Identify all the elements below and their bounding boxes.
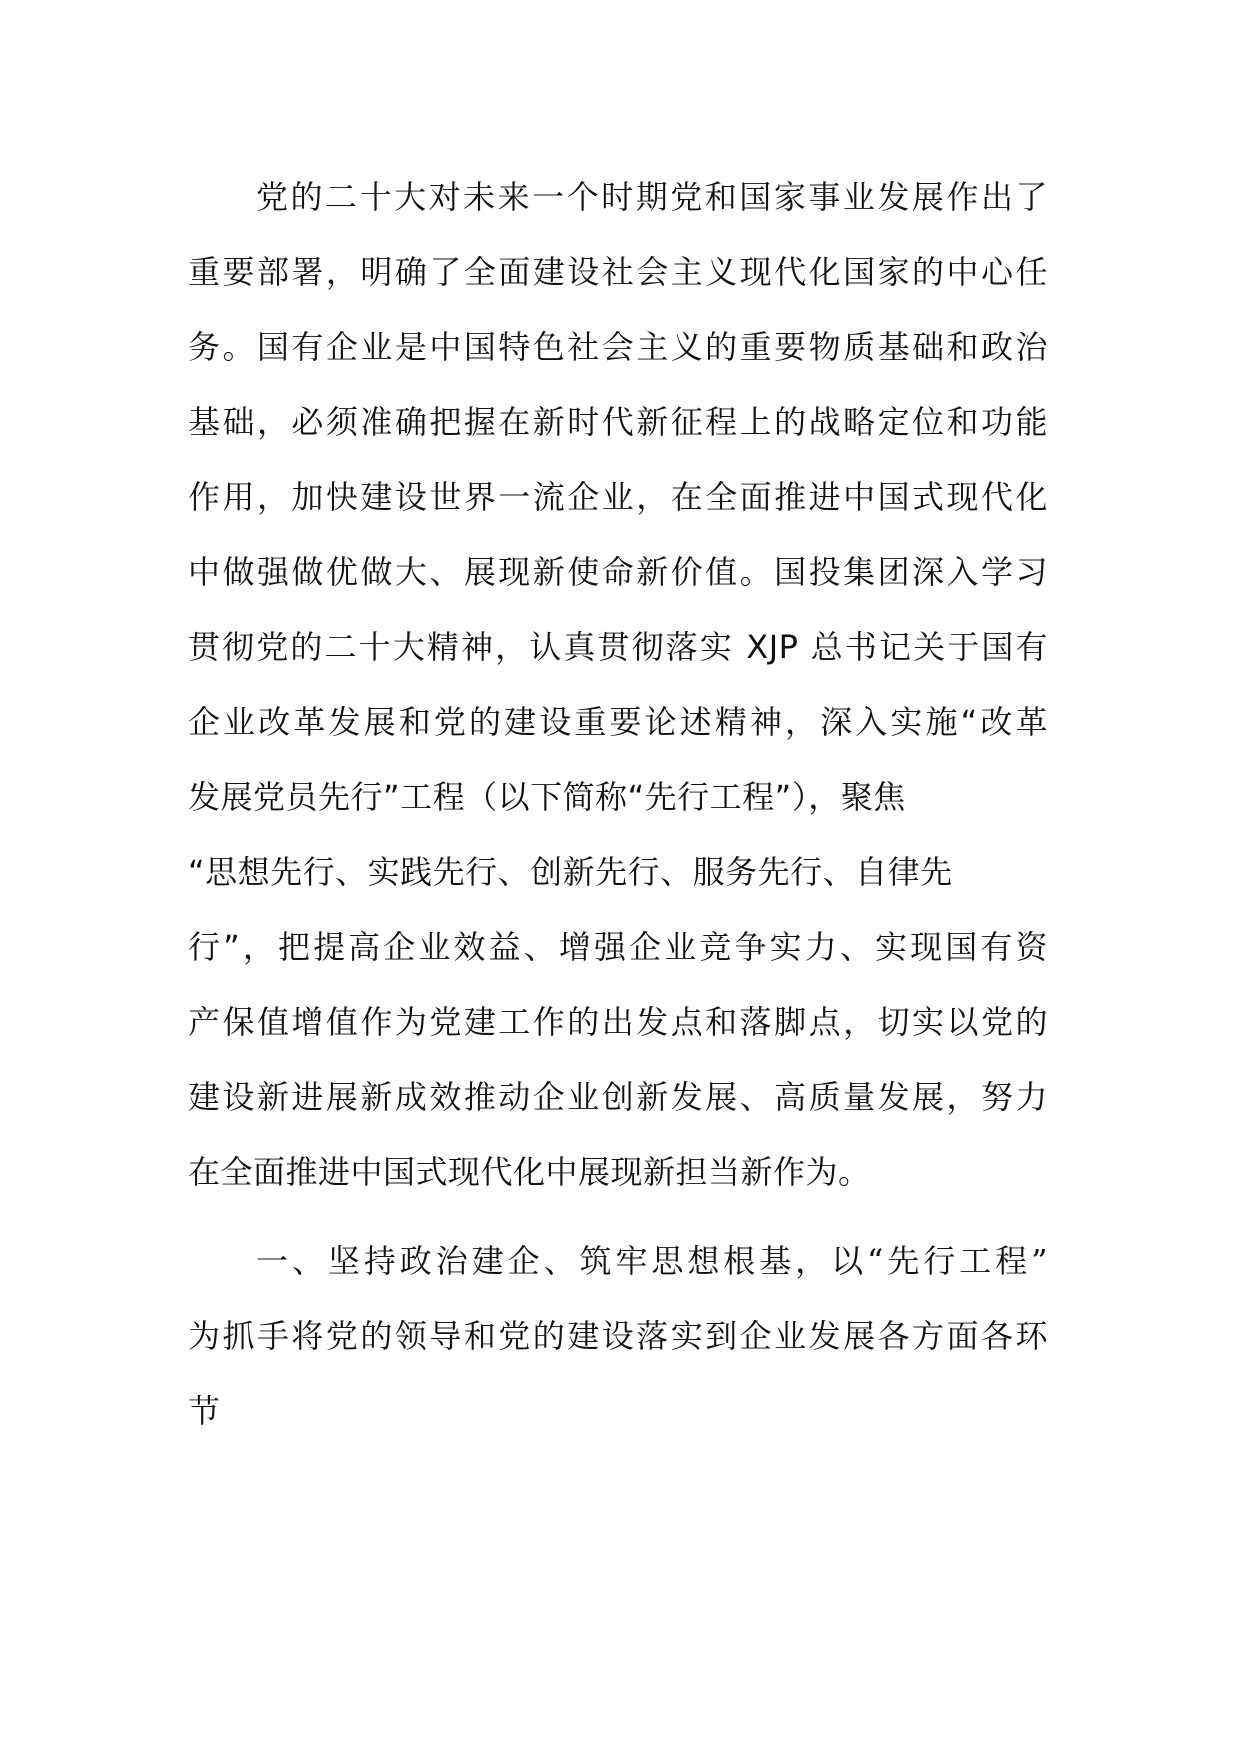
paragraph-line: 在全面推进中国式现代化中展现新担当新作为。 [188,1153,871,1191]
paragraph-line: 发展党员先行”工程（以下简称“先行工程”），聚焦 [188,778,906,816]
heading-line: 为抓手将党的领导和党的建设落实到企业发展各方面各环 [188,1317,1048,1355]
paragraph-line: 行”，把提高企业效益、增强企业竞争实力、实现国有资 [188,928,1048,966]
paragraph-line: “思想先行、实践先行、创新先行、服务先行、自律先 [188,853,953,891]
paragraph-line: 重要部署，明确了全面建设社会主义现代化国家的中心任 [188,253,1048,291]
paragraph-line: 务。国有企业是中国特色社会主义的重要物质基础和政治 [188,328,1048,366]
paragraph-line: 建设新进展新成效推动企业创新发展、高质量发展，努力 [188,1078,1048,1116]
paragraph-line: 基础，必须准确把握在新时代新征程上的战略定位和功能 [188,403,1048,441]
paragraph-line: 作用，加快建设世界一流企业，在全面推进中国式现代化 [188,478,1048,516]
heading-line: 一、坚持政治建企、筑牢思想根基，以“先行工程” [256,1242,1048,1280]
paragraph-line: 党的二十大对未来一个时期党和国家事业发展作出了 [256,178,1048,216]
paragraph-line: 贯彻党的二十大精神，认真贯彻落实 XJP 总书记关于国有 [188,628,1048,666]
paragraph-line: 企业改革发展和党的建设重要论述精神，深入实施“改革 [188,703,1048,741]
paragraph-line: 产保值增值作为党建工作的出发点和落脚点，切实以党的 [188,1003,1048,1041]
paragraph-line: 中做强做优做大、展现新使命新价值。国投集团深入学习 [188,553,1048,591]
section-heading [188,1224,1048,1449]
body-paragraph [188,160,1048,1210]
heading-line: 节 [188,1392,221,1430]
